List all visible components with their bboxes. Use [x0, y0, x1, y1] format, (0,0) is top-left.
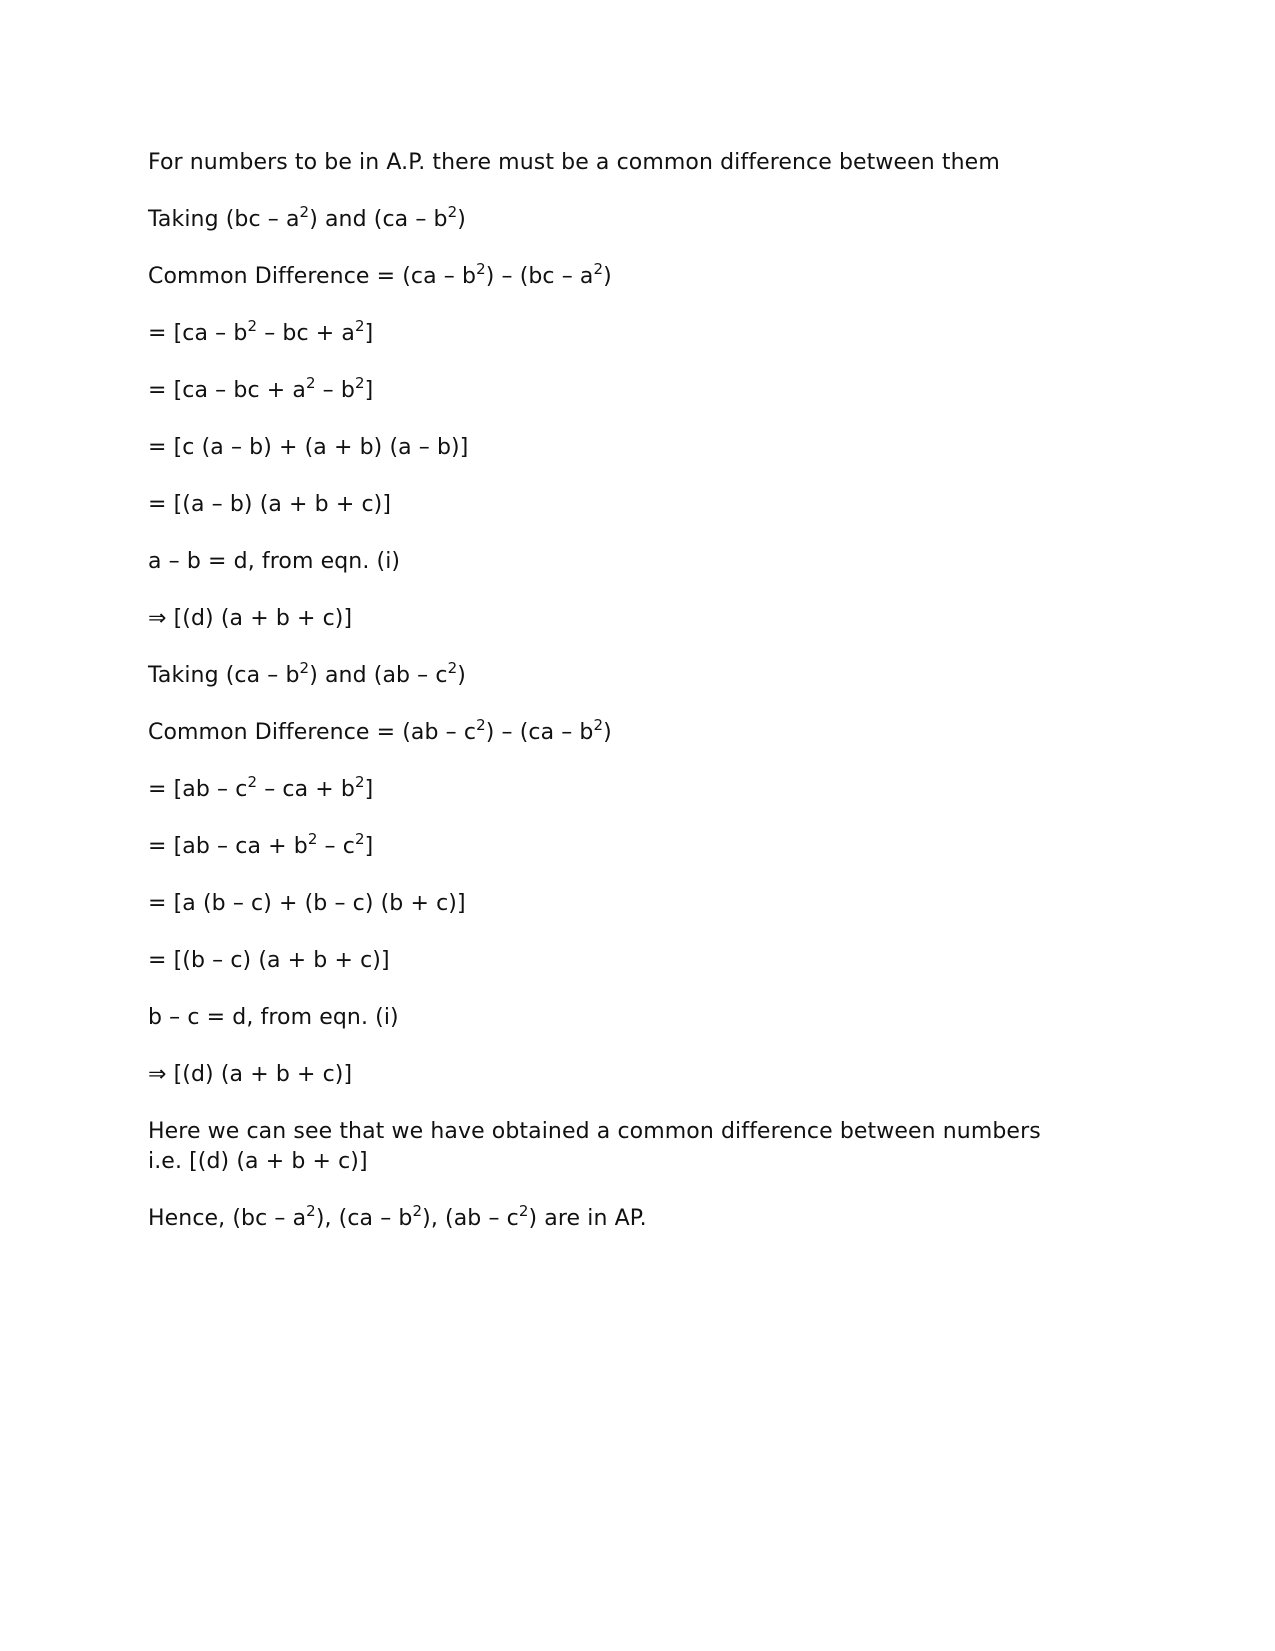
solution-line-19 — [148, 1201, 1078, 1234]
text-segment: = [ab – ca + b — [148, 834, 308, 859]
text-segment: ] — [364, 378, 374, 403]
solution-line-9 — [148, 604, 1078, 634]
solution-line-18 — [148, 1117, 1048, 1177]
text-segment: = [(b – c) (a + b + c)] — [148, 948, 390, 973]
exponent: 2 — [354, 373, 365, 392]
text-segment: = [ca – bc + a — [148, 378, 306, 403]
text-segment: For numbers to be in A.P. there must be a common difference between them — [148, 150, 1000, 175]
exponent: 2 — [354, 772, 365, 791]
exponent: 2 — [593, 259, 604, 278]
exponent: 2 — [593, 715, 604, 734]
solution-line-15 — [148, 946, 1078, 976]
solution-line-3 — [148, 259, 1078, 292]
text-segment: ) and (ca – b — [309, 207, 448, 232]
text-segment: ) — [603, 264, 612, 289]
exponent: 2 — [518, 1201, 529, 1220]
solution-line-13 — [148, 829, 1078, 862]
exponent: 2 — [447, 202, 458, 221]
exponent: 2 — [354, 316, 365, 335]
text-segment: = [c (a – b) + (a + b) (a – b)] — [148, 435, 469, 460]
text-segment: Common Difference = (ca – b — [148, 264, 477, 289]
text-segment: Taking (ca – b — [148, 663, 300, 688]
text-segment: ) are in AP. — [528, 1206, 647, 1231]
text-segment: a – b = d, from eqn. (i) — [148, 549, 401, 574]
text-segment: – ca + b — [257, 777, 355, 802]
text-segment: = [a (b – c) + (b – c) (b + c)] — [148, 891, 466, 916]
text-segment: Hence, (bc – a — [148, 1206, 307, 1231]
exponent: 2 — [307, 829, 318, 848]
text-segment: ] — [364, 321, 374, 346]
text-segment: – bc + a — [257, 321, 355, 346]
text-segment: ) — [457, 663, 466, 688]
exponent: 2 — [305, 373, 316, 392]
exponent: 2 — [299, 658, 310, 677]
solution-line-5 — [148, 373, 1078, 406]
text-segment: ) — [457, 207, 466, 232]
exponent: 2 — [299, 202, 310, 221]
solution-line-6 — [148, 433, 1078, 463]
exponent: 2 — [412, 1201, 423, 1220]
text-segment: b – c = d, from eqn. (i) — [148, 1005, 399, 1030]
solution-line-2 — [148, 202, 1078, 235]
exponent: 2 — [306, 1201, 316, 1220]
solution-line-17 — [148, 1060, 1078, 1090]
solution-line-11 — [148, 715, 1078, 748]
text-segment: = [ca – b — [148, 321, 248, 346]
text-segment: = [ab – c — [148, 777, 248, 802]
exponent: 2 — [247, 316, 258, 335]
solution-line-10 — [148, 658, 1078, 691]
text-segment: ) – (bc – a — [485, 264, 594, 289]
exponent: 2 — [447, 658, 458, 677]
solution-line-8 — [148, 547, 1078, 577]
text-segment: ) – (ca – b — [485, 720, 594, 745]
text-segment: ⇒ [(d) (a + b + c)] — [148, 1062, 353, 1087]
text-segment: ), (ca – b — [315, 1206, 413, 1231]
text-segment: Here we can see that we have obtained a common difference between numbers i.e. [(d) (a + b + c)] — [148, 1119, 1041, 1174]
text-segment: ⇒ [(d) (a + b + c)] — [148, 606, 353, 631]
solution-line-12 — [148, 772, 1078, 805]
text-segment: ] — [364, 777, 374, 802]
text-segment: – c — [317, 834, 355, 859]
solution-line-1 — [148, 148, 1078, 178]
text-segment: Taking (bc – a — [148, 207, 300, 232]
exponent: 2 — [476, 715, 486, 734]
solution-line-16 — [148, 1003, 1078, 1033]
exponent: 2 — [354, 829, 365, 848]
solution-text — [148, 148, 1078, 1261]
text-segment: Common Difference = (ab – c — [148, 720, 477, 745]
text-segment: ) — [603, 720, 612, 745]
exponent: 2 — [476, 259, 486, 278]
text-segment: – b — [315, 378, 355, 403]
text-segment: ] — [364, 834, 374, 859]
solution-line-14 — [148, 889, 1078, 919]
text-segment: ) and (ab – c — [309, 663, 448, 688]
text-segment: ), (ab – c — [422, 1206, 519, 1231]
exponent: 2 — [247, 772, 258, 791]
solution-line-7 — [148, 490, 1078, 520]
text-segment: = [(a – b) (a + b + c)] — [148, 492, 392, 517]
solution-line-4 — [148, 316, 1078, 349]
